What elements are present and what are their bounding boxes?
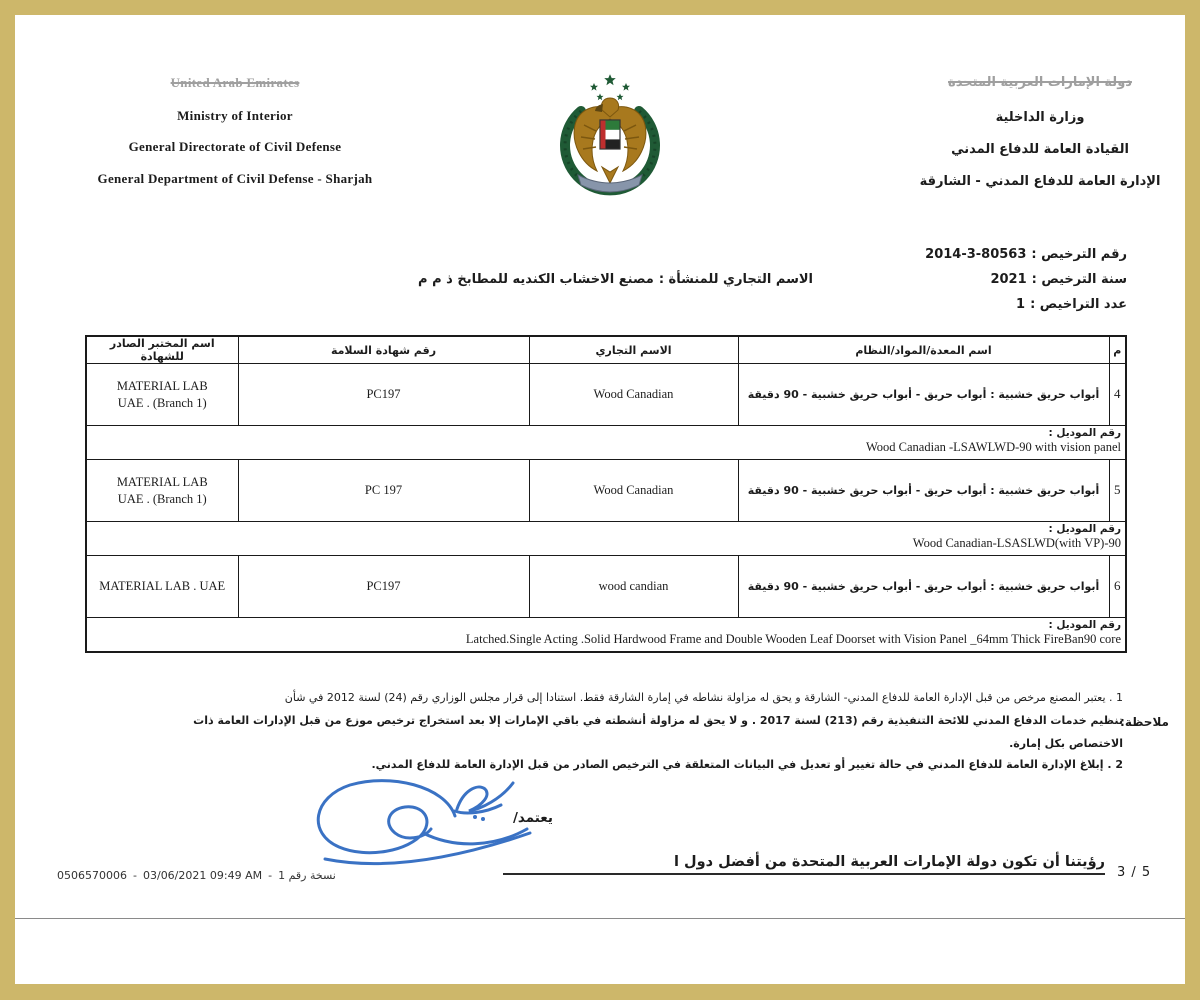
model-label: رقم الموديل : [1048,427,1121,439]
phone-number: 0506570006 [57,869,127,882]
license-number-line [925,247,1127,262]
col-header-lab: اسم المختبر الصادر للشهادة [86,336,238,364]
trade-name-cell: wood candian [529,556,738,618]
header-english-department: General Department of Civil Defense - Sharjah [97,171,373,186]
handwritten-signature [305,771,535,873]
vision-banner [503,851,1105,875]
lab-line1: MATERIAL LAB . UAE [99,579,226,594]
header-english-ministry: Ministry of Interior [177,108,293,123]
model-row [86,618,1126,652]
falcon-tail [602,167,618,183]
license-year-label: سنة الترخيص : [1031,272,1127,287]
copy-info-line [57,869,336,882]
table-row [86,364,1126,426]
license-number-label: رقم الترخيص : [1031,247,1127,262]
note-line-4: 2 . إبلاغ الإدارة العامة للدفاع المدني في حالة تغيير أو تعديل في البيانات المتعلقة في الترخيص الصادر من قبل الإدارة العامة للدفاع المدني. [371,758,1123,771]
copy-number: نسخة رقم 1 [278,869,336,882]
note-line-2: تنظيم خدمات الدفاع المدني للائحة التنفيذية رقم (213) لسنة 2017 . و لا يحق له مزاولة أنشطته في باقي الإمارات إلا بعد استخراج ترخيص موزع من قبل الإدارات العامة ذات [193,714,1123,727]
col-header-equipment: اسم المعدة/المواد/النظام [738,336,1109,364]
model-row [86,522,1126,556]
notes-label: ملاحظة: [1120,715,1169,729]
trade-name-cell: Wood Canadian [529,460,738,522]
table-header-row [86,336,1126,364]
model-label: رقم الموديل : [1048,619,1121,631]
license-year-value: 2021 [990,272,1027,287]
cert-number-cell: PC 197 [238,460,529,522]
license-count-label: عدد التراخيص : [1030,297,1127,312]
header-arabic-directorate: القيادة العامة للدفاع المدني [951,142,1129,157]
col-header-num: م [1109,336,1126,364]
print-datetime: 03/06/2021 09:49 AM [142,869,263,882]
row-number: 6 [1109,556,1126,618]
header-english-directorate: General Directorate of Civil Defense [128,139,342,154]
license-count-line [1016,297,1127,312]
lab-cell [86,460,238,522]
separator: - [268,869,273,882]
uae-moi-falcon-emblem [550,73,670,201]
lab-line1: MATERIAL LAB [116,379,208,394]
equipment-table [85,335,1127,653]
cert-number-cell: PC197 [238,556,529,618]
trade-name-value: مصنع الاخشاب الكنديه للمطابخ ذ م م [418,272,654,287]
vision-banner-text: رؤيتنا أن تكون دولة الإمارات العربية المتحدة من أفضل دول ا [674,854,1105,870]
equipment-cell: أبواب حريق خشبية : أبواب حريق - أبواب حريق خشبية - 90 دقيقة [738,460,1109,522]
bottom-divider-line [15,918,1185,919]
header-english-country: United Arab Emirates [170,75,300,90]
lab-line1: MATERIAL LAB [116,475,208,490]
note-line-1: 1 . يعتبر المصنع مرخص من قبل الإدارة العامة للدفاع المدني- الشارقة و يحق له مزاولة نشاطه في إمارة الشارقة فقط. استنادا إلى قرار مجلس الوزاري رقم (24) لسنة 2012 في شأن [284,691,1123,704]
header-arabic-department: الإدارة العامة للدفاع المدني - الشارقة [919,174,1161,189]
note-line-3: الاختصاص بكل إمارة. [1009,737,1123,750]
equipment-cell: أبواب حريق خشبية : أبواب حريق - أبواب حريق خشبية - 90 دقيقة [738,556,1109,618]
header-arabic-country: دولة الإمارات العربية المتحدة [948,75,1132,90]
row-number: 5 [1109,460,1126,522]
license-number-value: 2014-3-80563 [925,247,1027,262]
uae-flag-shield [600,120,620,149]
lab-line2: (Branch 1) . UAE [117,491,207,506]
lab-cell [86,364,238,426]
cert-number-cell: PC197 [238,364,529,426]
col-header-safety-cert: رقم شهادة السلامة [238,336,529,364]
model-row [86,426,1126,460]
model-label: رقم الموديل : [1048,523,1121,535]
table-row [86,460,1126,522]
separator: - [133,869,137,882]
license-count-value: 1 [1016,297,1026,312]
page-number: 3 / 5 [1117,865,1152,880]
lab-line2: (Branch 1) . UAE [117,395,207,410]
header-arabic-ministry: وزارة الداخلية [995,110,1085,125]
trade-name-line [418,272,813,287]
trade-name-cell: Wood Canadian [529,364,738,426]
row-number: 4 [1109,364,1126,426]
license-year-line [990,272,1127,287]
document-page [15,15,1185,984]
model-value: Wood Canadian-LSASLWD(with VP)-90 [912,535,1121,550]
model-value: Latched.Single Acting .Solid Hardwood Frame and Double Wooden Leaf Doorset with Vision Panel _64mm Thick FireBan90 core [465,631,1121,646]
table-row [86,556,1126,618]
equipment-cell: أبواب حريق خشبية : أبواب حريق - أبواب حريق خشبية - 90 دقيقة [738,364,1109,426]
col-header-trade-name: الاسم التجاري [529,336,738,364]
approved-by-label: يعتمد/ [513,810,553,826]
model-value: Wood Canadian -LSAWLWD-90 with vision panel [866,439,1121,454]
trade-name-label: الاسم التجاري للمنشأة : [658,272,813,287]
lab-cell [86,556,238,618]
